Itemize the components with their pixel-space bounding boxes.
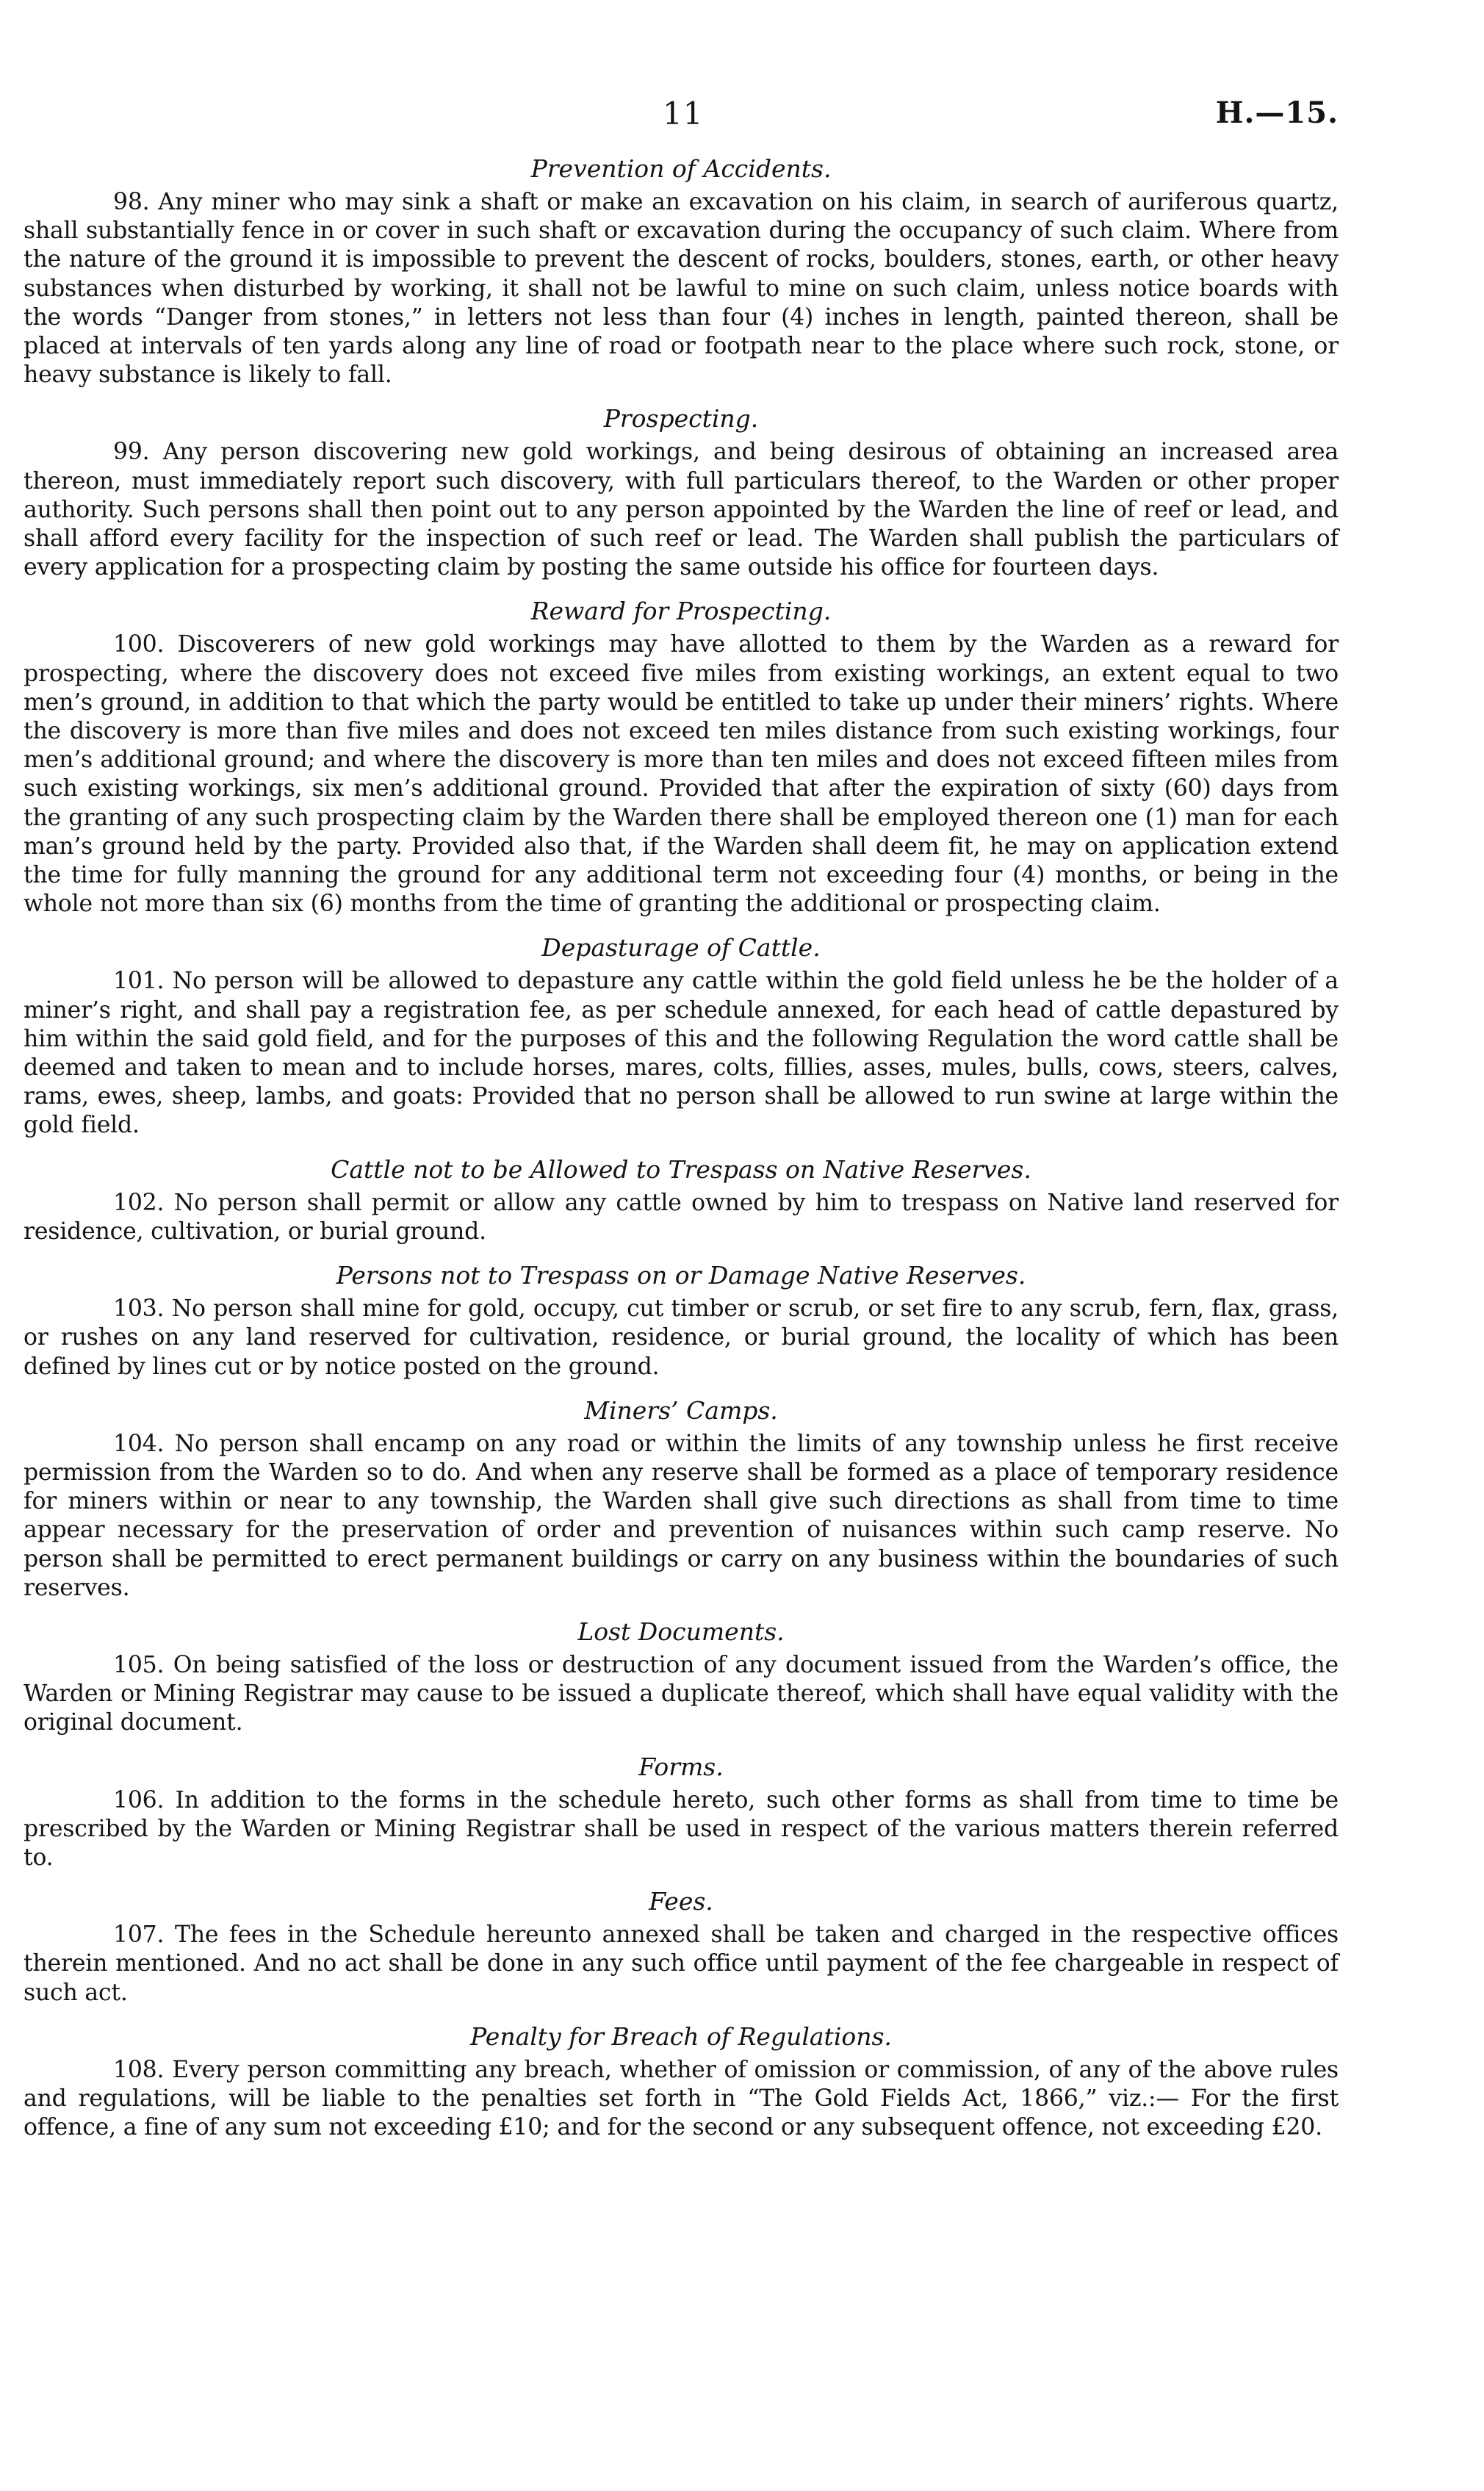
clause-number: 106.: [113, 1786, 165, 1814]
section-paragraph: [24, 1295, 1339, 1381]
clause-number: 100.: [113, 631, 165, 658]
clause-text: Discoverers of new gold workings may have allotted to them by the Warden as a reward for prospecting, where the discovery does not exceed five miles from existing workings, an extent equal to two men’s ground, in addition to that which the party would be entitled to take up under their miners’ rights. Where the discovery is more than five miles and does not exceed ten miles distance from such existing workings, four men’s additional ground; and where the discovery is more than ten miles and does not exceed fifteen miles from such existing workings, six men’s additional ground. Provided that after the expiration of sixty (60) days from the granting of any such prospecting claim by the Warden there shall be employed thereon one (1) man for each man’s ground held by the party. Provided also that, if the Warden shall deem fit, he may on application extend the time for fully manning the ground for any additional term not exceeding four (4) months, or being in the whole not more than six (6) months from the time of granting the additional or prospecting claim.: [24, 631, 1339, 918]
section-prospecting: [24, 404, 1339, 582]
clause-number: 107.: [113, 1922, 165, 1949]
section-paragraph: [24, 1921, 1339, 2007]
clause-number: 105.: [113, 1651, 165, 1678]
section-paragraph: [24, 1786, 1339, 1873]
section-paragraph: [24, 967, 1339, 1140]
clause-text: Every person committing any breach, whether of omission or commission, of any of the above rules and regulations, will be liable to the penalties set forth in “The Gold Fields Act, 1866,” viz.:— For the first offence, a fine of any sum not exceeding £10; and for the second or any subsequent offence, not exceeding £20.: [24, 2056, 1339, 2141]
section-heading: Cattle not to be Allowed to Trespass on Native Reserves.: [331, 1154, 1031, 1184]
section-heading: Miners’ Camps.: [584, 1395, 778, 1425]
clause-number: 98.: [113, 189, 150, 215]
clause-number: 102.: [113, 1189, 165, 1216]
section-heading: Prospecting.: [603, 404, 759, 434]
section-lost-documents: [24, 1617, 1339, 1738]
clause-text: The fees in the Schedule hereunto annexed shall be taken and charged in the respective offices therein mentioned. And no act shall be done in any such office until payment of the fee chargeable in respect of such act.: [24, 1922, 1339, 2006]
clause-number: 101.: [113, 968, 165, 995]
running-head: [24, 81, 1339, 140]
clause-number: 99.: [113, 439, 150, 466]
section-paragraph: [24, 1651, 1339, 1738]
section-paragraph: [24, 2056, 1339, 2143]
section-heading: Prevention of Accidents.: [530, 154, 832, 183]
section-paragraph: [24, 438, 1339, 582]
section-heading: Penalty for Breach of Regulations.: [470, 2021, 892, 2051]
clause-text: No person shall permit or allow any cattle owned by him to trespass on Native land reserved for residence, cultivation, or burial ground.: [24, 1189, 1339, 1245]
section-heading: Fees.: [649, 1887, 713, 1916]
clause-text: No person shall encamp on any road or within the limits of any township unless he first receive permission from the Warden so to do. And when any reserve shall be formed as a place of temporary residence for miners within or near to any township, the Warden shall give such directions as shall from time to time appear necessary for the preservation of order and prevention of nuisances within such camp reserve. No person shall be permitted to erect permanent buildings or carry on any business within the boundaries of such reserves.: [24, 1430, 1339, 1601]
page-number: 11: [663, 96, 704, 132]
section-forms: [24, 1753, 1339, 1873]
clause-text: No person shall mine for gold, occupy, cut timber or scrub, or set fire to any scrub, fern, flax, grass, or rushes on any land reserved for cultivation, residence, or burial ground, the locality of which has been defined by lines cut or by notice posted on the ground.: [24, 1295, 1339, 1380]
clause-number: 103.: [113, 1295, 165, 1323]
section-prevention-of-accidents: [24, 154, 1339, 389]
clause-text: Any person discovering new gold workings, and being desirous of obtaining an increased area thereon, must immediately report such discovery, with full particulars thereof, to the Warden or other proper authority. Such persons shall then point out to any person appointed by the Warden the line of reef or lead, and shall afford every facility for the inspection of such reef or lead. The Warden shall publish the particulars of every application for a prospecting claim by posting the same outside his office for fourteen days.: [24, 439, 1339, 581]
section-paragraph: [24, 1189, 1339, 1246]
section-penalty: [24, 2022, 1339, 2143]
section-heading: Depasturage of Cattle.: [541, 933, 821, 963]
section-heading: Persons not to Trespass on or Damage Native Reserves.: [336, 1261, 1026, 1290]
document-page: [24, 81, 1339, 2142]
section-fees: [24, 1887, 1339, 2007]
section-heading: Reward for Prospecting.: [530, 597, 832, 626]
section-heading: Forms.: [638, 1752, 724, 1781]
section-depasturage-of-cattle: [24, 933, 1339, 1140]
section-paragraph: [24, 630, 1339, 919]
section-paragraph: [24, 1430, 1339, 1603]
section-cattle-trespass: [24, 1155, 1339, 1246]
section-persons-trespass: [24, 1261, 1339, 1381]
clause-number: 104.: [113, 1430, 165, 1457]
section-miners-camps: [24, 1396, 1339, 1603]
section-reward-for-prospecting: [24, 597, 1339, 919]
clause-text: On being satisfied of the loss or destruction of any document issued from the Warden’s office, the Warden or Mining Registrar may cause to be issued a duplicate thereof, which shall have equal validity with the original document.: [24, 1651, 1339, 1736]
section-heading: Lost Documents.: [577, 1617, 785, 1646]
clause-text: No person will be allowed to depasture any cattle within the gold field unless he be the holder of a miner’s right, and shall pay a registration fee, as per schedule annexed, for each head of cattle depastured by him within the said gold field, and for the purposes of this and the following Regulation the word cattle shall be deemed and taken to mean and to include horses, mares, colts, fillies, asses, mules, bulls, cows, steers, calves, rams, ewes, sheep, lambs, and goats: Provided that no person shall be allowed to run swine at large within the gold field.: [24, 968, 1339, 1139]
document-reference: H.—15.: [1215, 96, 1339, 130]
clause-text: Any miner who may sink a shaft or make an excavation on his claim, in search of auriferous quartz, shall substantially fence in or cover in such shaft or excavation during the occupancy of such claim. Where from the nature of the ground it is impossible to prevent the descent of rocks, boulders, stones, earth, or other heavy substances when disturbed by working, it shall not be lawful to mine on such claim, unless notice boards with the words “Danger from stones,” in letters not less than four (4) inches in length, painted thereon, shall be placed at intervals of ten yards along any line of road or footpath near to the place where such rock, stone, or heavy substance is likely to fall.: [24, 189, 1339, 389]
section-paragraph: [24, 188, 1339, 389]
clause-text: In addition to the forms in the schedule hereto, such other forms as shall from time to time be prescribed by the Warden or Mining Registrar shall be used in respect of the various matters therein referred to.: [24, 1786, 1339, 1871]
clause-number: 108.: [113, 2056, 165, 2083]
